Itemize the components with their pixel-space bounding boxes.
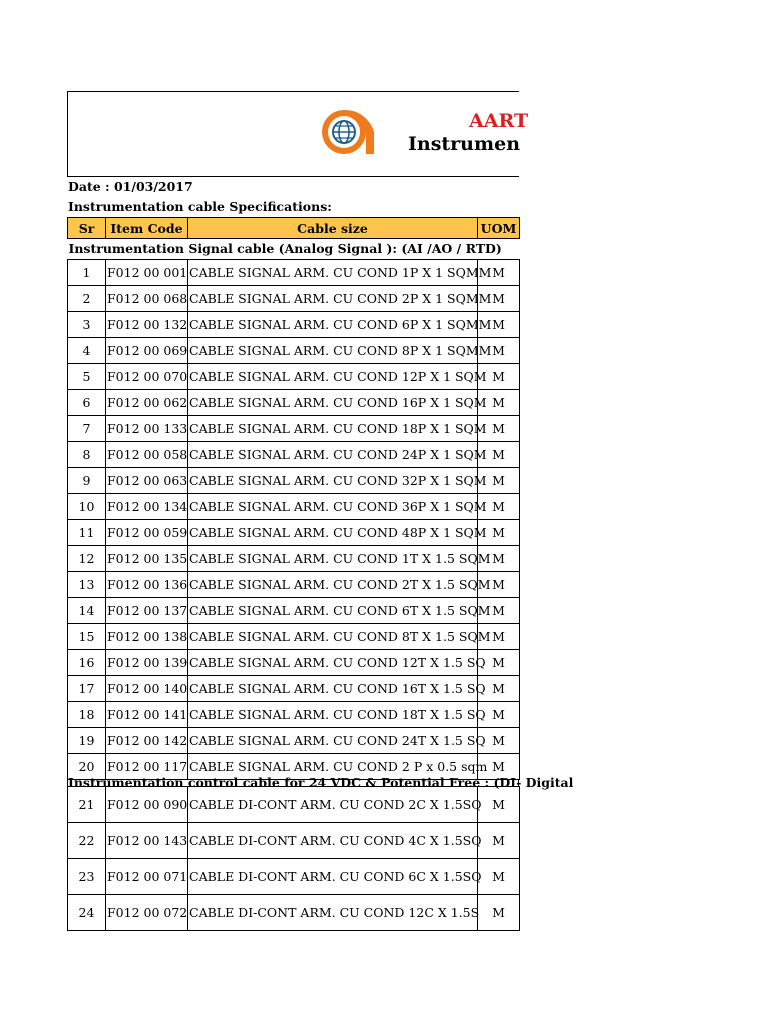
cell-sr: 23 (68, 859, 106, 895)
column-header-sr: Sr (68, 218, 106, 239)
cell-item-code: F012 00 090 (106, 787, 188, 823)
cell-sr: 18 (68, 702, 106, 728)
cell-sr: 12 (68, 546, 106, 572)
cell-cable-size: CABLE DI-CONT ARM. CU COND 12C X 1.5S (188, 895, 478, 931)
cell-item-code: F012 00 143 (106, 823, 188, 859)
cell-sr: 5 (68, 364, 106, 390)
table-row (68, 286, 520, 312)
cell-cable-size: CABLE DI-CONT ARM. CU COND 4C X 1.5SQ (188, 823, 478, 859)
cell-item-code: F012 00 063 (106, 468, 188, 494)
cell-item-code: F012 00 070 (106, 364, 188, 390)
cell-uom: M (478, 442, 520, 468)
cell-item-code: F012 00 001 (106, 260, 188, 286)
table-row (68, 702, 520, 728)
table-row (68, 364, 520, 390)
cell-item-code: F012 00 135 (106, 546, 188, 572)
cell-sr: 15 (68, 624, 106, 650)
cell-sr: 7 (68, 416, 106, 442)
cell-uom: M (478, 895, 520, 931)
cell-cable-size: CABLE SIGNAL ARM. CU COND 2P X 1 SQMM (188, 286, 478, 312)
cell-uom: M (478, 416, 520, 442)
cell-cable-size: CABLE SIGNAL ARM. CU COND 48P X 1 SQM (188, 520, 478, 546)
cell-sr: 2 (68, 286, 106, 312)
column-header-uom: UOM (478, 218, 520, 239)
cell-item-code: F012 00 068 (106, 286, 188, 312)
cell-sr: 20 (68, 754, 106, 780)
cell-uom: M (478, 787, 520, 823)
table-row (68, 390, 520, 416)
cell-sr: 10 (68, 494, 106, 520)
cell-uom: M (478, 390, 520, 416)
table-row (68, 650, 520, 676)
document-title: Instrumen (408, 133, 521, 155)
globe-logo-icon (314, 106, 376, 158)
cell-sr: 4 (68, 338, 106, 364)
cell-uom: M (478, 650, 520, 676)
table-body-digital (68, 787, 520, 931)
cell-cable-size: CABLE SIGNAL ARM. CU COND 12T X 1.5 SQ (188, 650, 478, 676)
spec-heading: Instrumentation cable Specifications: (68, 199, 332, 214)
cell-uom: M (478, 312, 520, 338)
table-header-row (68, 218, 520, 239)
cell-item-code: F012 00 071 (106, 859, 188, 895)
cell-sr: 1 (68, 260, 106, 286)
table-row (68, 338, 520, 364)
table-row (68, 546, 520, 572)
table-row (68, 598, 520, 624)
table-body-analog (68, 239, 520, 780)
cell-sr: 22 (68, 823, 106, 859)
spec-sheet (67, 91, 574, 931)
cell-uom: M (478, 468, 520, 494)
column-header-cable-size: Cable size (188, 218, 478, 239)
table-row (68, 520, 520, 546)
cell-item-code: F012 00 134 (106, 494, 188, 520)
cell-item-code: F012 00 140 (106, 676, 188, 702)
cell-item-code: F012 00 139 (106, 650, 188, 676)
cell-cable-size: CABLE DI-CONT ARM. CU COND 6C X 1.5SQ (188, 859, 478, 895)
cell-uom: M (478, 572, 520, 598)
cell-sr: 14 (68, 598, 106, 624)
cell-cable-size: CABLE SIGNAL ARM. CU COND 1T X 1.5 SQM (188, 546, 478, 572)
document-date: Date : 01/03/2017 (68, 179, 193, 194)
cell-item-code: F012 00 132 (106, 312, 188, 338)
cell-sr: 6 (68, 390, 106, 416)
cell-uom: M (478, 520, 520, 546)
cell-cable-size: CABLE SIGNAL ARM. CU COND 8P X 1 SQMM (188, 338, 478, 364)
cell-uom: M (478, 260, 520, 286)
cell-sr: 17 (68, 676, 106, 702)
cell-uom: M (478, 728, 520, 754)
cell-sr: 13 (68, 572, 106, 598)
cell-cable-size: CABLE SIGNAL ARM. CU COND 24T X 1.5 SQ (188, 728, 478, 754)
cell-uom: M (478, 598, 520, 624)
cell-cable-size: CABLE SIGNAL ARM. CU COND 12P X 1 SQM (188, 364, 478, 390)
table-row (68, 260, 520, 286)
cell-item-code: F012 00 137 (106, 598, 188, 624)
cell-item-code: F012 00 072 (106, 895, 188, 931)
cell-cable-size: CABLE SIGNAL ARM. CU COND 6P X 1 SQMM (188, 312, 478, 338)
cell-sr: 16 (68, 650, 106, 676)
cell-uom: M (478, 754, 520, 780)
cell-cable-size: CABLE SIGNAL ARM. CU COND 18P X 1 SQM (188, 416, 478, 442)
cell-cable-size: CABLE SIGNAL ARM. CU COND 2T X 1.5 SQM (188, 572, 478, 598)
cell-item-code: F012 00 141 (106, 702, 188, 728)
table-row (68, 312, 520, 338)
cell-cable-size: CABLE SIGNAL ARM. CU COND 24P X 1 SQM (188, 442, 478, 468)
cell-cable-size: CABLE SIGNAL ARM. CU COND 16P X 1 SQM (188, 390, 478, 416)
table-row (68, 494, 520, 520)
table-row (68, 416, 520, 442)
table-row (68, 728, 520, 754)
section-title-digital: Instrumentation control cable for 24 VDC & Potential Free : (DI- Digital (68, 775, 574, 790)
cell-sr: 19 (68, 728, 106, 754)
cell-item-code: F012 00 059 (106, 520, 188, 546)
cell-sr: 21 (68, 787, 106, 823)
cell-uom: M (478, 364, 520, 390)
cable-spec-table (67, 217, 520, 780)
section-header-row (68, 239, 520, 260)
cell-uom: M (478, 546, 520, 572)
cell-cable-size: CABLE SIGNAL ARM. CU COND 2 P x 0.5 sqm (188, 754, 478, 780)
cell-cable-size: CABLE SIGNAL ARM. CU COND 36P X 1 SQM (188, 494, 478, 520)
cell-uom: M (478, 624, 520, 650)
table-row (68, 572, 520, 598)
cable-spec-table-digital (67, 786, 520, 931)
cell-uom: M (478, 494, 520, 520)
table-row (68, 468, 520, 494)
cell-uom: M (478, 286, 520, 312)
cell-cable-size: CABLE SIGNAL ARM. CU COND 16T X 1.5 SQ (188, 676, 478, 702)
cell-sr: 9 (68, 468, 106, 494)
company-name: AART (469, 110, 529, 132)
cell-item-code: F012 00 117 (106, 754, 188, 780)
column-header-item-code: Item Code (106, 218, 188, 239)
cell-sr: 11 (68, 520, 106, 546)
cell-uom: M (478, 702, 520, 728)
table-row (68, 859, 520, 895)
table-row (68, 442, 520, 468)
cell-cable-size: CABLE SIGNAL ARM. CU COND 8T X 1.5 SQM (188, 624, 478, 650)
table-row (68, 787, 520, 823)
cell-uom: M (478, 676, 520, 702)
cell-sr: 8 (68, 442, 106, 468)
cell-uom: M (478, 338, 520, 364)
table-row (68, 823, 520, 859)
cell-item-code: F012 00 062 (106, 390, 188, 416)
cell-sr: 3 (68, 312, 106, 338)
cell-cable-size: CABLE SIGNAL ARM. CU COND 6T X 1.5 SQM (188, 598, 478, 624)
cell-item-code: F012 00 136 (106, 572, 188, 598)
cell-cable-size: CABLE DI-CONT ARM. CU COND 2C X 1.5SQ (188, 787, 478, 823)
cell-item-code: F012 00 142 (106, 728, 188, 754)
cell-item-code: F012 00 133 (106, 416, 188, 442)
table-row (68, 676, 520, 702)
cell-cable-size: CABLE SIGNAL ARM. CU COND 1P X 1 SQMM (188, 260, 478, 286)
cell-cable-size: CABLE SIGNAL ARM. CU COND 32P X 1 SQM (188, 468, 478, 494)
cell-cable-size: CABLE SIGNAL ARM. CU COND 18T X 1.5 SQ (188, 702, 478, 728)
section-title-analog: Instrumentation Signal cable (Analog Signal ): (AI /AO / RTD) (68, 241, 502, 256)
cell-item-code: F012 00 138 (106, 624, 188, 650)
cell-sr: 24 (68, 895, 106, 931)
cell-item-code: F012 00 069 (106, 338, 188, 364)
cell-item-code: F012 00 058 (106, 442, 188, 468)
table-row (68, 895, 520, 931)
table-row (68, 624, 520, 650)
cell-uom: M (478, 823, 520, 859)
cell-uom: M (478, 859, 520, 895)
letterhead (67, 91, 529, 177)
